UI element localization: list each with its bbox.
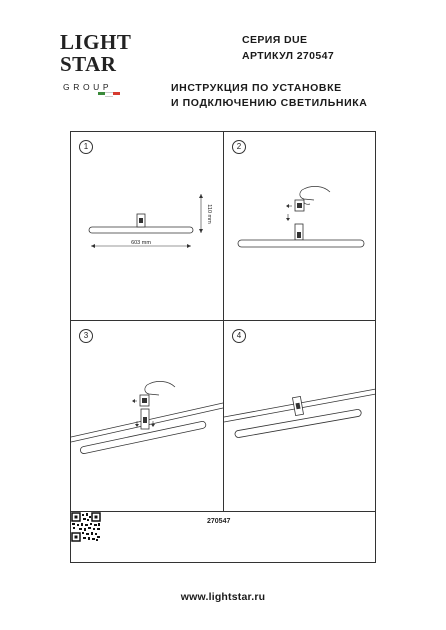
step-panel-1 [71, 132, 223, 320]
width-dimension-label: 603 mm [131, 240, 151, 246]
lamp-dimensions-drawing [71, 132, 223, 320]
website-link[interactable]: www.lightstar.ru [180, 591, 266, 603]
step-number-badge: 2 [232, 140, 246, 154]
logo-text-star: STAR [60, 52, 117, 76]
series-title: СЕРИЯ DUE [242, 34, 308, 46]
adapter-attach-drawing [224, 132, 376, 320]
instruction-grid [70, 131, 376, 563]
article-number: АРТИКУЛ 270547 [242, 50, 335, 62]
step-panel-2 [224, 132, 376, 320]
hand-icon [302, 186, 330, 192]
logo-text-group: GROUP [63, 82, 113, 92]
brand-logo [60, 30, 132, 102]
mount-on-track-drawing [71, 321, 223, 511]
instruction-title-line1: ИНСТРУКЦИЯ ПО УСТАНОВКЕ [171, 82, 342, 94]
step-number-badge: 3 [79, 329, 93, 343]
logo-text-light: LIGHT [60, 30, 132, 54]
mounted-lamp-drawing [224, 321, 376, 511]
product-code: 270547 [207, 518, 231, 525]
step-number-badge: 1 [79, 140, 93, 154]
instruction-title-line2: И ПОДКЛЮЧЕНИЮ СВЕТИЛЬНИКА [171, 97, 368, 109]
height-dimension-label: 110 mm [206, 204, 212, 224]
qr-code-icon [71, 512, 101, 542]
step-panel-4 [224, 321, 376, 511]
step-panel-3 [71, 321, 223, 511]
step-number-badge: 4 [232, 329, 246, 343]
hand-icon [147, 381, 175, 387]
italian-flag-icon [98, 92, 120, 95]
product-info [71, 512, 376, 563]
